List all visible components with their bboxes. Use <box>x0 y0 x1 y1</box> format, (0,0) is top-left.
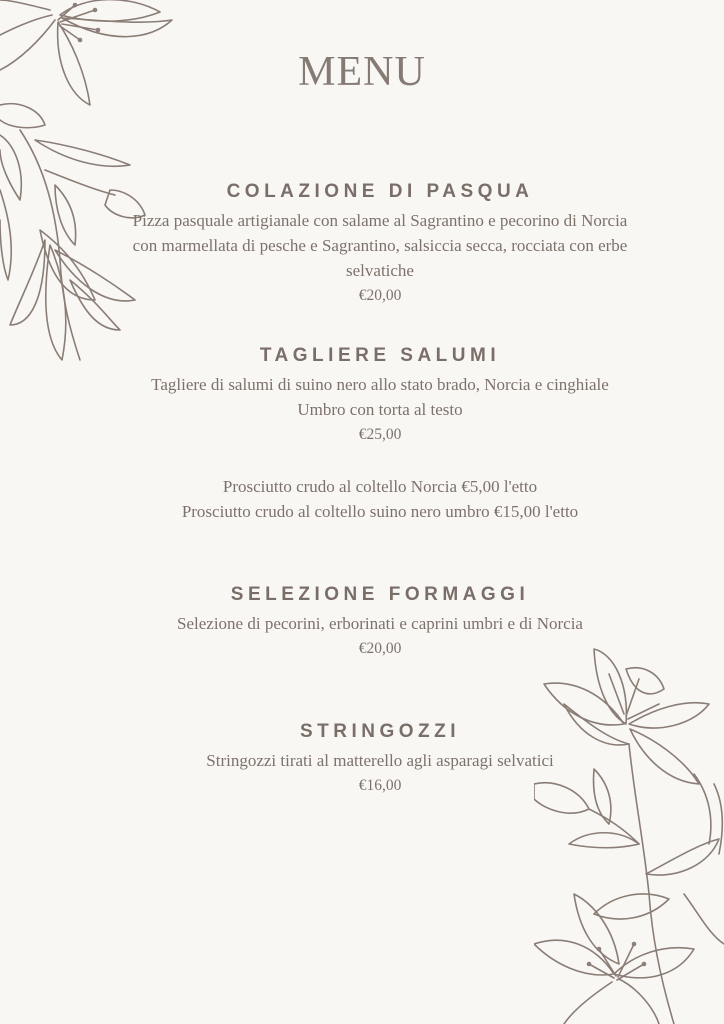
section-heading: STRINGOZZI <box>299 721 461 742</box>
menu-title: MENU <box>298 49 426 95</box>
section-heading: TAGLIERE SALUMI <box>259 345 501 366</box>
item-price: €16,00 <box>358 777 402 794</box>
section-tagliere-salumi <box>130 344 630 524</box>
section-heading: COLAZIONE DI PASQUA <box>226 181 534 202</box>
section-stringozzi <box>130 720 630 799</box>
extra-item-prosciutto-norcia: Prosciutto crudo al coltello Norcia €5,00 l'etto <box>222 477 538 496</box>
section-selezione-formaggi <box>130 583 630 662</box>
item-description: Tagliere di salumi di suino nero allo stato brado, Norcia e cinghiale Umbro con torta al testo <box>151 375 609 419</box>
section-colazione-di-pasqua <box>130 180 630 309</box>
item-price: €25,00 <box>358 426 402 443</box>
extra-item-prosciutto-suino-nero: Prosciutto crudo al coltello suino nero umbro €15,00 l'etto <box>181 502 579 521</box>
section-heading: SELEZIONE FORMAGGI <box>230 584 530 605</box>
item-description: Pizza pasquale artigianale con salame al Sagrantino e pecorino di Norcia con marmellata di pesche e Sagrantino, salsiccia secca, rocciata con erbe selvatiche <box>132 211 628 280</box>
item-price: €20,00 <box>358 287 402 304</box>
floral-decoration-bottom-right <box>534 644 724 1024</box>
item-description: Stringozzi tirati al matterello agli asparagi selvatici <box>206 751 554 770</box>
item-price: €20,00 <box>358 640 402 657</box>
item-description: Selezione di pecorini, erborinati e caprini umbri e di Norcia <box>177 614 583 633</box>
